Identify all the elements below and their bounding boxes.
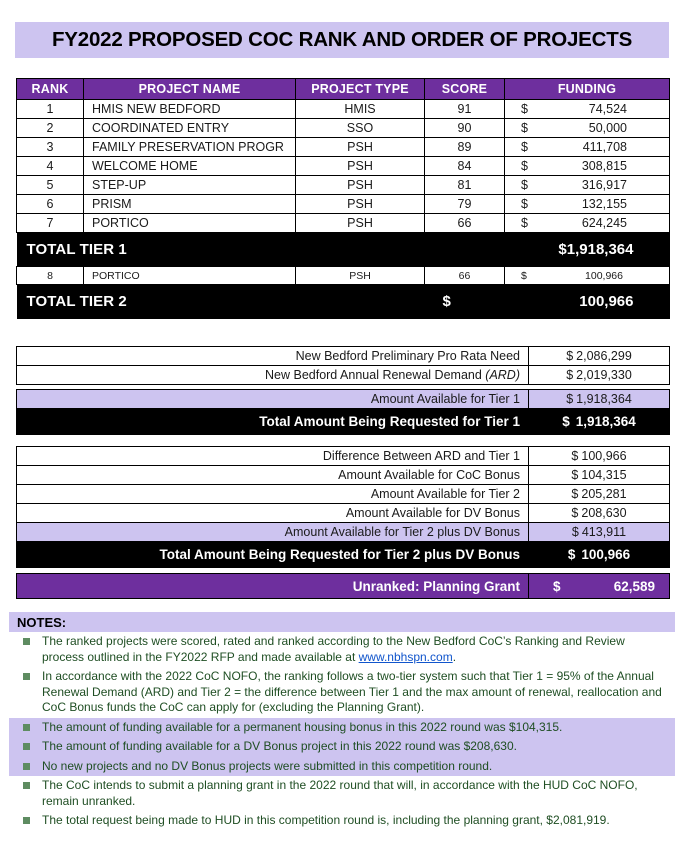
tier2-total-label: TOTAL TIER 2 [17, 285, 425, 319]
tier2-total-currency: $ [442, 293, 451, 311]
funding-amount [505, 121, 669, 135]
note-text: The total request being made to HUD in this competition round is, including the planning grant, $2,081,919. [42, 813, 610, 827]
cell-project-name: WELCOME HOME [84, 157, 296, 176]
summary-label-italic: (ARD) [485, 368, 520, 382]
tier1-total-value [425, 233, 670, 267]
table-row [17, 195, 670, 214]
note-text: In accordance with the 2022 CoC NOFO, the ranking follows a two-tier system such that Tier 1 = 95% of the Annual Renewal Demand (ARD) and Tier 2 = the difference between Tier 1 and the max amount of renewal, reallocation and CoC Bonus funds the CoC can apply for (excluding the Planning Grant). [42, 669, 662, 714]
summary-row [17, 409, 670, 435]
tier1-total-amount: $1,918,364 [558, 241, 634, 258]
currency-symbol: $ [521, 197, 528, 211]
note-text: The ranked projects were scored, rated and ranked according to the New Bedford CoC’s Ranking and Review process outlined in the FY2022 RFP and made available at www.nbhspn.com. [42, 634, 625, 664]
cell-project-name: PORTICO [84, 267, 296, 285]
cell-funding [505, 214, 670, 233]
cell-project-name: HMIS NEW BEDFORD [84, 100, 296, 119]
cell-rank: 8 [17, 267, 84, 285]
summary-amount [529, 449, 669, 463]
summary-label: Total Amount Being Requested for Tier 2 plus DV Bonus [17, 542, 529, 568]
currency-symbol: $ [566, 392, 574, 406]
note-item [9, 718, 675, 738]
amount-value: 624,245 [581, 216, 627, 230]
cell-score: 91 [425, 100, 505, 119]
amount-value: 100,966 [581, 449, 627, 463]
summary-tier2-table [16, 446, 670, 568]
currency-symbol: $ [566, 368, 574, 382]
note-item [9, 632, 675, 667]
currency-symbol: $ [571, 506, 579, 520]
table-row [17, 119, 670, 138]
cell-project-type: PSH [296, 195, 425, 214]
tier2-total-amount: 100,966 [579, 293, 634, 311]
amount-value: 132,155 [581, 197, 627, 211]
amount-value: 208,630 [581, 506, 627, 520]
note-text: The amount of funding available for a permanent housing bonus in this 2022 round was $104,315. [42, 719, 563, 734]
amount-value: 1,918,364 [576, 392, 632, 406]
tier1-total-label: TOTAL TIER 1 [17, 233, 425, 267]
summary-row [17, 366, 670, 385]
cell-funding [505, 100, 670, 119]
summary-value [529, 504, 670, 523]
summary-row [17, 542, 670, 568]
summary-value [529, 447, 670, 466]
amount-value: 205,281 [581, 487, 627, 501]
table-row [17, 100, 670, 119]
bullet-icon [23, 763, 30, 770]
cell-rank: 2 [17, 119, 84, 138]
cell-rank: 3 [17, 138, 84, 157]
tier1-total-group [17, 233, 670, 267]
notes-section [9, 612, 675, 831]
summary-value [529, 542, 670, 568]
summary-label: New Bedford Preliminary Pro Rata Need [17, 347, 529, 366]
summary-amount [529, 547, 669, 562]
summary-label: Amount Available for Tier 1 [17, 390, 529, 409]
cell-rank: 4 [17, 157, 84, 176]
funding-amount [505, 102, 669, 116]
amount-value: 1,918,364 [575, 414, 636, 429]
tier2-total-row [17, 285, 670, 319]
currency-symbol: $ [562, 414, 570, 429]
cell-project-type: PSH [296, 267, 425, 285]
summary-row [17, 485, 670, 504]
amount-value: 62,589 [613, 578, 655, 594]
funding-amount [505, 270, 669, 282]
summary-label: Difference Between ARD and Tier 1 [17, 447, 529, 466]
funding-amount [505, 197, 669, 211]
summary-need-table [16, 346, 670, 385]
summary-label: Unranked: Planning Grant [17, 574, 529, 599]
column-header-project-type: PROJECT TYPE [296, 79, 425, 100]
cell-project-type: PSH [296, 138, 425, 157]
note-item [9, 757, 675, 777]
currency-symbol: $ [521, 269, 527, 282]
summary-value [529, 466, 670, 485]
bullet-icon [23, 782, 30, 789]
cell-funding [505, 119, 670, 138]
cell-rank: 6 [17, 195, 84, 214]
cell-project-type: PSH [296, 157, 425, 176]
column-header-funding: FUNDING [505, 79, 670, 100]
summary-amount [529, 468, 669, 482]
note-text: The amount of funding available for a DV Bonus project in this 2022 round was $208,630. [42, 739, 517, 753]
currency-symbol: $ [521, 140, 528, 154]
cell-score: 79 [425, 195, 505, 214]
currency-symbol: $ [566, 349, 574, 363]
cell-funding [505, 176, 670, 195]
funding-amount [505, 159, 669, 173]
bullet-icon [23, 817, 30, 824]
bullet-icon [23, 743, 30, 750]
summary-value [529, 523, 670, 542]
summary-label: Amount Available for Tier 2 plus DV Bonus [17, 523, 529, 542]
amount-value: 100,966 [585, 269, 623, 282]
funding-amount [505, 216, 669, 230]
table-row [17, 214, 670, 233]
cell-score: 66 [425, 267, 505, 285]
summary-tier1-table [16, 389, 670, 435]
cell-funding [505, 267, 670, 285]
cell-project-name: STEP-UP [84, 176, 296, 195]
summary-value [529, 366, 670, 385]
tier1-rows [17, 100, 670, 233]
tier1-total-row [17, 233, 670, 267]
amount-value: 316,917 [581, 178, 627, 192]
tier2-rows [17, 267, 670, 285]
notes-header: NOTES: [9, 612, 675, 632]
summary-amount [529, 506, 669, 520]
currency-symbol: $ [521, 178, 528, 192]
note-text: The CoC intends to submit a planning grant in the 2022 round that will, in accordance with the HUD CoC NOFO, remain unranked. [42, 778, 638, 808]
note-item [9, 667, 675, 718]
page-title: FY2022 PROPOSED COC RANK AND ORDER OF PROJECTS [51, 28, 633, 51]
table-row [17, 176, 670, 195]
column-header-rank: RANK [17, 79, 84, 100]
currency-symbol: $ [571, 487, 579, 501]
cell-score: 84 [425, 157, 505, 176]
tier2-total-value [425, 285, 670, 319]
table-row [17, 138, 670, 157]
cell-project-name: PORTICO [84, 214, 296, 233]
summary-label: Amount Available for Tier 2 [17, 485, 529, 504]
summary-amount [529, 579, 669, 594]
cell-project-type: PSH [296, 214, 425, 233]
cell-score: 66 [425, 214, 505, 233]
currency-symbol: $ [521, 216, 528, 230]
amount-value: 2,086,299 [576, 349, 632, 363]
table-row [17, 157, 670, 176]
summary-row [17, 574, 670, 599]
summary-amount [529, 368, 669, 382]
amount-value: 104,315 [581, 468, 627, 482]
note-text: No new projects and no DV Bonus projects were submitted in this competition round. [42, 758, 493, 773]
amount-value: 411,708 [582, 140, 627, 154]
summary-unranked-table [16, 573, 670, 599]
currency-symbol: $ [521, 159, 528, 173]
ranked-projects-table [16, 78, 670, 319]
table-row [17, 267, 670, 285]
summary-value [529, 390, 670, 409]
cell-project-name: PRISM [84, 195, 296, 214]
column-header-score: SCORE [425, 79, 505, 100]
cell-score: 89 [425, 138, 505, 157]
tier2-total-group [17, 285, 670, 319]
cell-score: 81 [425, 176, 505, 195]
summary-row [17, 466, 670, 485]
cell-score: 90 [425, 119, 505, 138]
cell-project-type: PSH [296, 176, 425, 195]
funding-amount [505, 178, 669, 192]
summary-row [17, 447, 670, 466]
cell-rank: 5 [17, 176, 84, 195]
summary-label: Amount Available for DV Bonus [17, 504, 529, 523]
currency-symbol: $ [571, 468, 579, 482]
bullet-icon [23, 638, 30, 645]
amount-value: 100,966 [581, 547, 631, 562]
summary-value [529, 409, 670, 435]
amount-value: 50,000 [588, 121, 627, 135]
summary-row [17, 504, 670, 523]
summary-row [17, 390, 670, 409]
cell-rank: 1 [17, 100, 84, 119]
amount-value: 308,815 [581, 159, 627, 173]
currency-symbol: $ [571, 449, 579, 463]
cell-project-name: COORDINATED ENTRY [84, 119, 296, 138]
currency-symbol: $ [571, 525, 579, 539]
table-header-row [17, 79, 670, 100]
summary-amount [529, 414, 669, 429]
note-item [9, 776, 675, 811]
summary-amount [529, 349, 669, 363]
summary-value [529, 574, 670, 599]
cell-funding [505, 138, 670, 157]
note-item [9, 737, 675, 757]
amount-value: 413,911 [581, 525, 627, 539]
note-item [9, 811, 675, 831]
column-header-project-name: PROJECT NAME [84, 79, 296, 100]
summary-amount [529, 392, 669, 406]
currency-symbol: $ [521, 121, 528, 135]
bullet-icon [23, 724, 30, 731]
bullet-icon [23, 673, 30, 680]
currency-symbol: $ [567, 547, 576, 562]
cell-project-type: HMIS [296, 100, 425, 119]
amount-value: 74,524 [588, 102, 627, 116]
summary-value [529, 485, 670, 504]
page-title-banner [15, 22, 669, 58]
summary-label: Total Amount Being Requested for Tier 1 [17, 409, 529, 435]
cell-rank: 7 [17, 214, 84, 233]
cell-funding [505, 195, 670, 214]
summary-amount [529, 525, 669, 539]
cell-project-type: SSO [296, 119, 425, 138]
currency-symbol: $ [553, 578, 561, 594]
summary-row [17, 523, 670, 542]
funding-amount [505, 140, 669, 154]
summary-label: Amount Available for CoC Bonus [17, 466, 529, 485]
summary-label: New Bedford Annual Renewal Demand (ARD) [17, 366, 529, 385]
note-link[interactable]: www.nbhspn.com [358, 649, 453, 664]
amount-value: 2,019,330 [576, 368, 632, 382]
notes-list [9, 632, 675, 831]
summary-value [529, 347, 670, 366]
cell-funding [505, 157, 670, 176]
summary-row [17, 347, 670, 366]
currency-symbol: $ [521, 102, 528, 116]
cell-project-name: FAMILY PRESERVATION PROGR [84, 138, 296, 157]
summary-amount [529, 487, 669, 501]
